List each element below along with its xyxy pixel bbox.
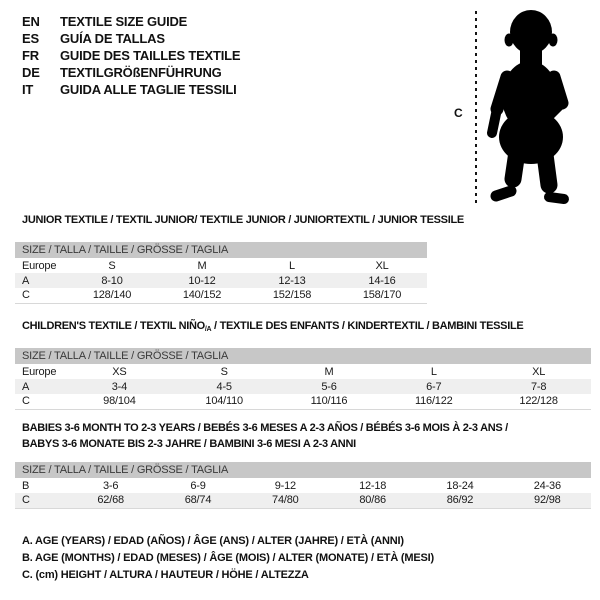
heading-line-1: BABIES 3-6 MONTH TO 2-3 YEARS / BEBÉS 3-6 MESES A 2-3 AÑOS / BÉBÉS 3-6 MOIS À 2-3 ANS /	[22, 422, 508, 434]
row-label: C	[22, 494, 30, 507]
size-cell: 98/104	[103, 395, 136, 408]
height-label-c: C	[454, 106, 463, 120]
size-cell: 158/170	[362, 289, 402, 302]
size-cell: 128/140	[92, 289, 132, 302]
size-cell: XS	[112, 365, 127, 378]
row-label: C	[22, 395, 30, 408]
size-cell: L	[289, 259, 295, 272]
row-label: Europe	[22, 365, 57, 378]
table-row	[15, 258, 427, 273]
lang-title: GUIDA ALLE TAGLIE TESSILI	[60, 82, 237, 97]
baby-silhouette-icon	[483, 9, 579, 207]
heading-text: / TEXTILE DES ENFANTS / KINDERTEXTIL / BAMBINI TESSILE	[211, 320, 524, 332]
lang-title: TEXTILE SIZE GUIDE	[60, 14, 188, 29]
size-cell: 116/122	[415, 395, 453, 408]
lang-title: GUÍA DE TALLAS	[60, 31, 165, 46]
children-size-header-bar: SIZE / TALLA / TAILLE / GRÖSSE / TAGLIA	[15, 348, 591, 364]
row-label: A	[22, 380, 30, 393]
lang-row-en	[22, 13, 240, 30]
size-cell: M	[324, 365, 334, 378]
lang-code: DE	[22, 65, 40, 80]
size-cell: 6-9	[190, 479, 206, 492]
size-cell: 152/158	[272, 289, 312, 302]
junior-section	[15, 214, 464, 304]
size-cell: 8-10	[101, 274, 123, 287]
babies-size-header-bar: SIZE / TALLA / TAILLE / GRÖSSE / TAGLIA	[15, 462, 591, 478]
table-row	[15, 478, 591, 493]
size-cell: 110/116	[310, 395, 348, 408]
size-cell: 92/98	[534, 494, 561, 507]
junior-table-heading: JUNIOR TEXTILE / TEXTIL JUNIOR/ TEXTILE JUNIOR / JUNIORTEXTIL / JUNIOR TESSILE	[22, 214, 464, 226]
size-cell: XL	[375, 259, 389, 272]
row-label: A	[22, 274, 30, 287]
size-cell: 14-16	[368, 274, 396, 287]
size-cell: 3-6	[103, 479, 119, 492]
size-cell: 6-7	[426, 380, 442, 393]
heading-subscript: /A	[204, 326, 212, 333]
row-label: C	[22, 289, 30, 302]
size-cell: 3-4	[111, 380, 128, 393]
size-cell: 10-12	[188, 274, 216, 287]
size-cell: 74/80	[272, 494, 299, 507]
size-cell: 122/128	[519, 395, 558, 408]
lang-row-it	[22, 81, 240, 98]
size-cell: M	[197, 259, 207, 272]
note-height-cm: C. (cm) HEIGHT / ALTURA / HAUTEUR / HÖHE / ALTEZZA	[22, 569, 309, 581]
height-figure	[450, 6, 598, 210]
lang-title: TEXTILGRÖßENFÜHRUNG	[60, 65, 222, 80]
lang-code: EN	[22, 14, 40, 29]
size-cell: 4-5	[216, 380, 232, 393]
size-cell: 24-36	[533, 479, 561, 492]
babies-section	[15, 420, 591, 509]
junior-size-table	[15, 258, 427, 304]
table-row	[15, 288, 427, 303]
note-age-years: A. AGE (YEARS) / EDAD (AÑOS) / ÂGE (ANS) / ALTER (JAHRE) / ETÀ (ANNI)	[22, 535, 404, 547]
legend-notes	[22, 533, 434, 584]
size-cell: S	[220, 365, 228, 378]
heading-text: CHILDREN'S TEXTILE / TEXTIL NIÑO	[22, 320, 205, 332]
height-dashed-line	[475, 11, 477, 207]
children-table-heading	[15, 320, 591, 336]
size-cell: 68/74	[184, 494, 212, 507]
size-cell: 62/68	[97, 494, 124, 507]
lang-row-fr	[22, 47, 240, 64]
row-label: B	[22, 479, 30, 492]
row-label: Europe	[22, 259, 57, 272]
size-cell: 7-8	[530, 380, 547, 393]
note-age-months: B. AGE (MONTHS) / EDAD (MESES) / ÂGE (MOIS) / ALTER (MONATE) / ETÀ (MESI)	[22, 552, 434, 564]
size-cell: 104/110	[205, 395, 243, 408]
size-cell: L	[430, 365, 437, 378]
lang-row-es	[22, 30, 240, 47]
size-cell: 80/86	[359, 494, 386, 507]
size-cell: 9-12	[274, 479, 296, 492]
table-row	[15, 379, 591, 394]
size-cell: 5-6	[321, 380, 337, 393]
babies-size-table	[15, 478, 591, 509]
lang-row-de	[22, 64, 240, 81]
size-cell: 86/92	[446, 494, 474, 507]
table-row	[15, 394, 591, 409]
table-row	[15, 364, 591, 379]
size-cell: S	[108, 259, 116, 272]
table-row	[15, 493, 591, 508]
size-cell: 18-24	[446, 479, 474, 492]
size-cell: 12-18	[359, 479, 387, 492]
lang-title: GUIDE DES TAILLES TEXTILE	[60, 48, 241, 63]
language-title-list	[22, 13, 240, 98]
size-cell: 140/152	[182, 289, 222, 302]
table-row	[15, 273, 427, 288]
lang-code: FR	[22, 48, 39, 63]
babies-table-heading	[15, 420, 591, 452]
lang-code: IT	[22, 82, 34, 97]
size-cell: XL	[532, 365, 546, 378]
heading-line-2: BABYS 3-6 MONATE BIS 2-3 JAHRE / BAMBINI 3-6 MESI A 2-3 ANNI	[22, 438, 356, 450]
lang-code: ES	[22, 31, 39, 46]
children-size-table	[15, 364, 591, 410]
junior-size-header-bar: SIZE / TALLA / TAILLE / GRÖSSE / TAGLIA	[15, 242, 427, 258]
children-section	[15, 320, 591, 410]
size-cell: 12-13	[278, 274, 306, 287]
